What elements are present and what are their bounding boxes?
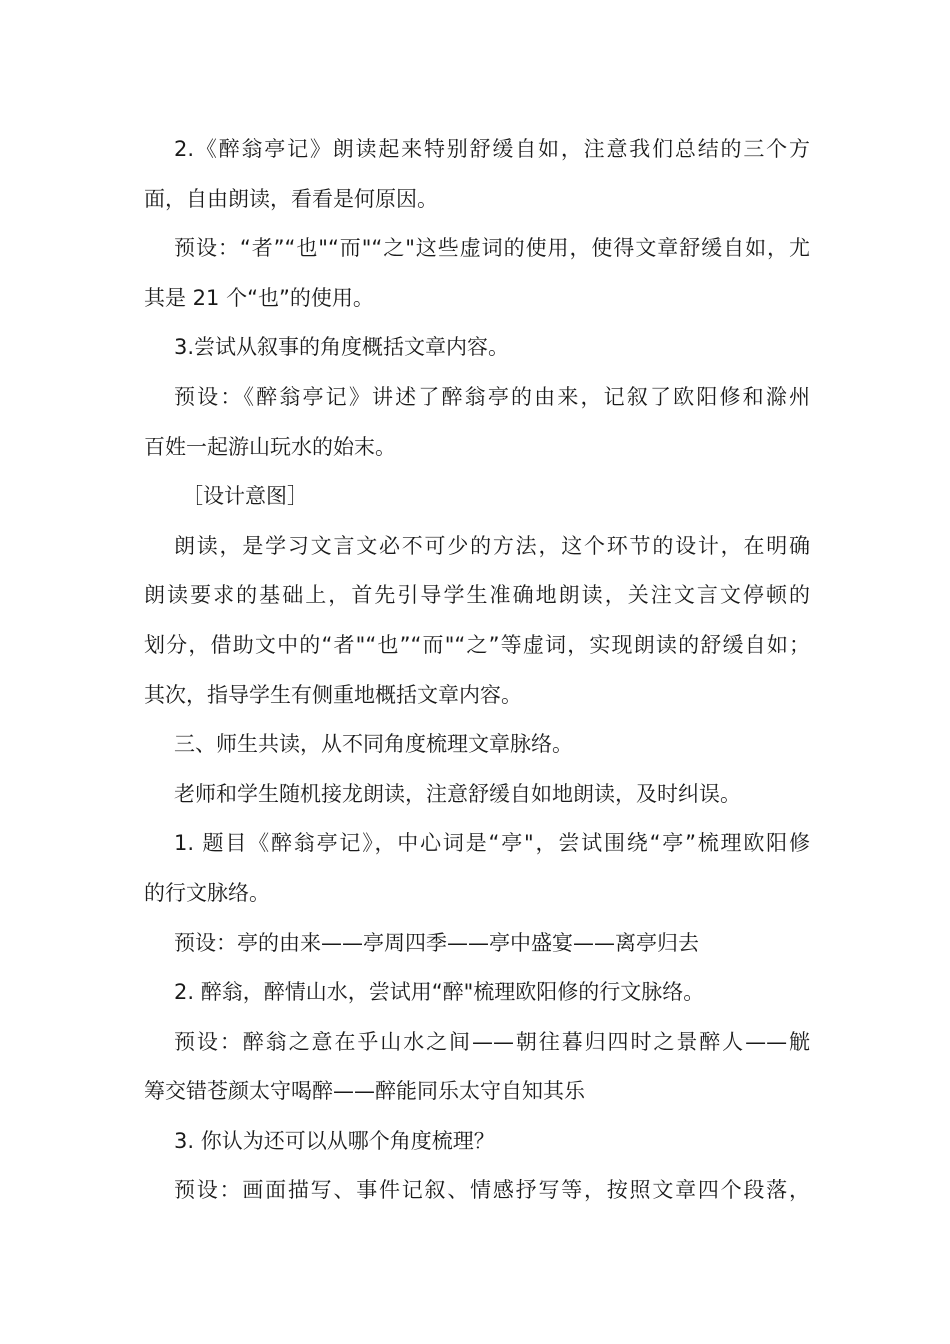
paragraph-line: 的行文脉络。 xyxy=(144,880,270,905)
paragraph-line: 面，自由朗读，看看是何原因。 xyxy=(144,186,438,211)
section-label: ［设计意图］ xyxy=(182,484,308,509)
paragraph-line: 预设：亭的由来——亭周四季——亭中盛宴——离亭归去 xyxy=(174,930,699,955)
paragraph-line: 1. 题目《醉翁亭记》，中心词是“亭"，尝试围绕“亭”梳理欧阳修 xyxy=(174,831,810,856)
paragraph-line: 朗读，是学习文言文必不可少的方法，这个环节的设计，在明确 xyxy=(174,533,810,558)
section-heading: 三、师生共读，从不同角度梳理文章脉络。 xyxy=(174,732,573,757)
paragraph-line: 筹交错苍颜太守喝醉——醉能同乐太守自知其乐 xyxy=(144,1079,585,1104)
paragraph-line: 预设：《醉翁亭记》讲述了醉翁亭的由来，记叙了欧阳修和滁州 xyxy=(174,384,810,409)
paragraph-line: 2. 醉翁，醉情山水，尝试用“醉"梳理欧阳修的行文脉络。 xyxy=(174,980,705,1005)
paragraph-line: 老师和学生随机接龙朗读，注意舒缓自如地朗读，及时纠误。 xyxy=(174,781,741,806)
paragraph-line: 其是 21 个“也”的使用。 xyxy=(144,285,374,310)
paragraph-line: 3. 你认为还可以从哪个角度梳理？ xyxy=(174,1128,495,1153)
paragraph-line: 3.尝试从叙事的角度概括文章内容。 xyxy=(174,335,510,360)
paragraph-line: 百姓一起游山玩水的始末。 xyxy=(144,434,396,459)
paragraph-line: 预设：醉翁之意在乎山水之间——朝往暮归四时之景醉人——觥 xyxy=(174,1029,810,1054)
paragraph-line: 2.《醉翁亭记》朗读起来特别舒缓自如，注意我们总结的三个方 xyxy=(174,137,810,161)
paragraph-line: 其次，指导学生有侧重地概括文章内容。 xyxy=(144,682,522,707)
document-body xyxy=(144,125,810,1216)
paragraph-line: 预设：画面描写、事件记叙、情感抒写等，按照文章四个段落， xyxy=(174,1178,810,1203)
paragraph-line: 划分，借助文中的“者"“也”“而"“之”等虚词，实现朗读的舒缓自如； xyxy=(144,632,810,657)
paragraph-line: 预设：“者”“也"“而"“之"这些虚词的使用，使得文章舒缓自如，尤 xyxy=(174,236,810,261)
paragraph-line: 朗读要求的基础上，首先引导学生准确地朗读，关注文言文停顿的 xyxy=(144,583,810,608)
